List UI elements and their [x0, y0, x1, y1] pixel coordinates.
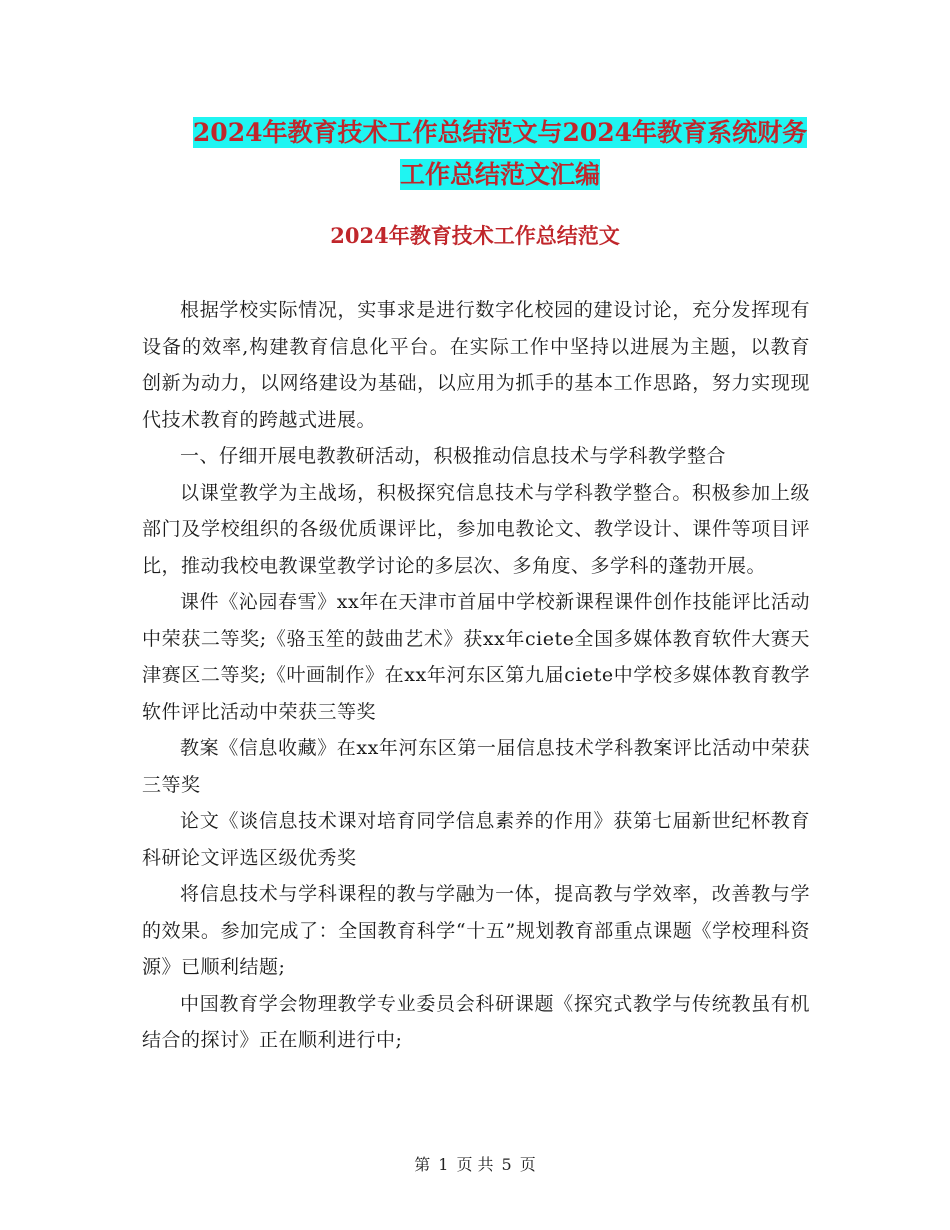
paragraph: 教案《信息收藏》在xx年河东区第一届信息技术学科教案评比活动中荣获三等奖: [142, 737, 810, 796]
paragraph: 根据学校实际情况，实事求是进行数字化校园的建设讨论，充分发挥现有设备的效率,构建教育信息化平台。在实际工作中坚持以进展为主题，以教育创新为动力，以网络建设为基础，以应用为抓手的基本工作思路，努力实现现代技术教育的跨越式进展。: [142, 299, 810, 431]
paragraph: 将信息技术与学科课程的教与学融为一体，提高教与学效率，改善教与学的效果。参加完成了：全国教育科学“十五”规划教育部重点课题《学校理科资源》已顺利结题;: [142, 883, 810, 978]
document-body: [142, 292, 810, 1059]
page-number: 1: [438, 1155, 449, 1174]
paragraph: 中国教育学会物理教学专业委员会科研课题《探究式教学与传统教虽有机结合的探讨》正在顺利进行中;: [142, 992, 810, 1051]
title-line-2: 工作总结范文汇编: [399, 160, 600, 189]
title-line-1: 2024年教育技术工作总结范文与2024年教育系统财务: [192, 118, 808, 147]
paragraph: 以课堂教学为主战场，积极探究信息技术与学科教学整合。积极参加上级部门及学校组织的各级优质课评比，参加电教论文、教学设计、课件等项目评比，推动我校电教课堂教学讨论的多层次、多角度、多学科的蓬勃开展。: [142, 481, 810, 577]
page-total: 5: [501, 1155, 512, 1174]
paragraph: 课件《沁园春雪》xx年在天津市首届中学校新课程课件创作技能评比活动中荣获二等奖;《骆玉笙的鼓曲艺术》获xx年ciete全国多媒体教育软件大赛天津赛区二等奖;《叶画制作》在xx年河东区第九届ciete中学校多媒体教育教学软件评比活动中荣获三等奖: [142, 591, 810, 723]
page-footer: [0, 1152, 950, 1175]
footer-suffix: 页: [519, 1155, 536, 1174]
paragraph: 一、仔细开展电教教研活动，积极推动信息技术与学科教学整合: [180, 445, 727, 467]
footer-prefix: 第: [414, 1155, 431, 1174]
section-title: 2024年教育技术工作总结范文: [330, 223, 620, 248]
footer-mid: 页 共: [456, 1155, 494, 1174]
paragraph: 论文《谈信息技术课对培育同学信息素养的作用》获第七届新世纪杯教育科研论文评选区级优秀奖: [142, 810, 810, 869]
document-title: [120, 112, 880, 196]
